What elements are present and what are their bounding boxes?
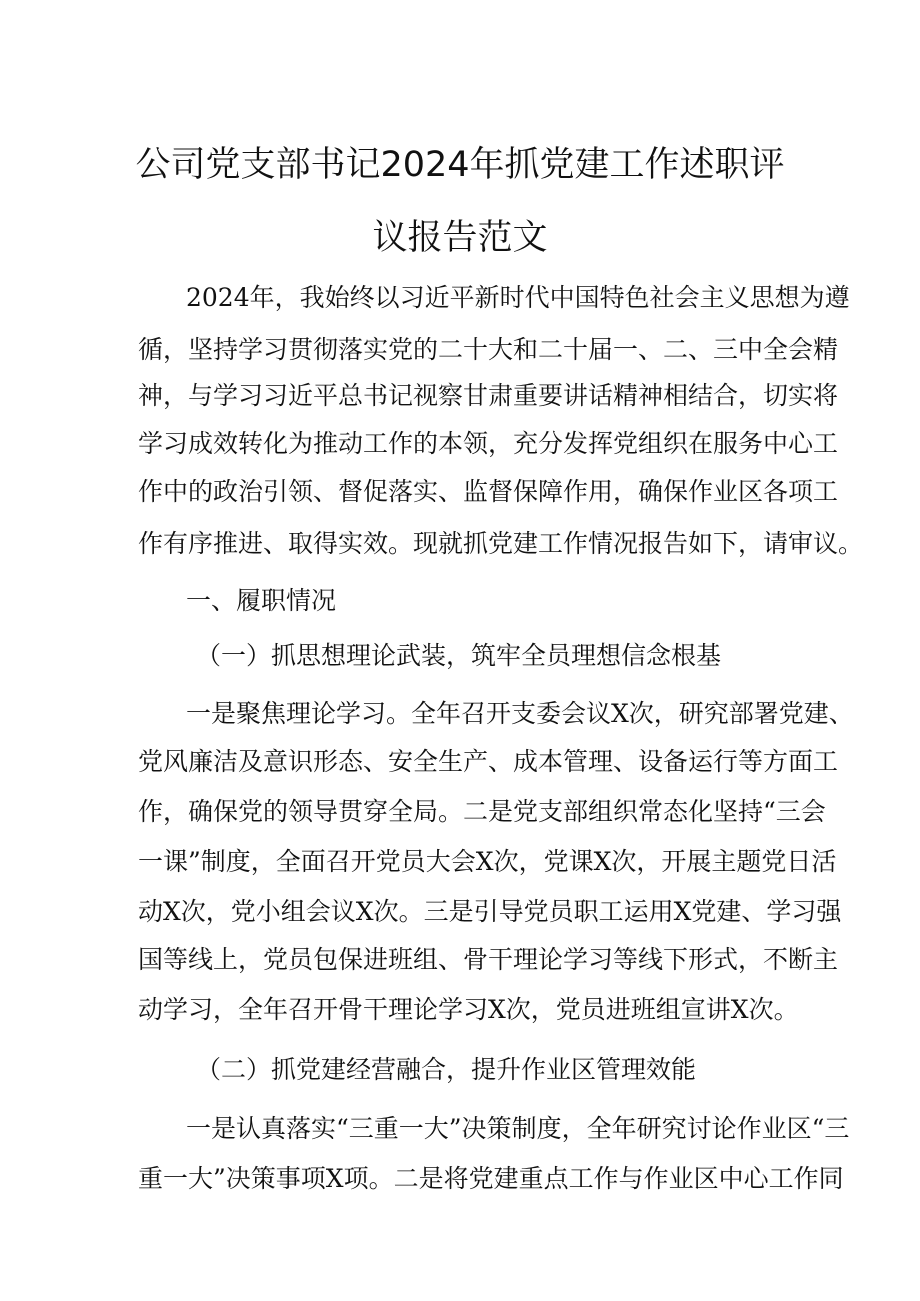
subsection-heading: （二）抓党建经营融合，提升作业区管理效能 bbox=[196, 1055, 697, 1084]
paragraph-line: 2024年，我始终以习近平新时代中国特色社会主义思想为遵 bbox=[186, 283, 850, 312]
paragraph-line: 一课”制度，全面召开党员大会X次，党课X次，开展主题党日活 bbox=[138, 847, 837, 876]
paragraph-line: 循，坚持学习贯彻落实党的二十大和二十届一、二、三中全会精 bbox=[138, 335, 839, 364]
paragraph-line: 神，与学习习近平总书记视察甘肃重要讲话精神相结合，切实将 bbox=[138, 381, 839, 410]
document-title-line-2: 议报告范文 bbox=[372, 218, 548, 258]
paragraph-line: 一是聚焦理论学习。全年召开支委会议X次，研究部署党建、 bbox=[186, 699, 854, 728]
paragraph-line: 国等线上，党员包保进班组、骨干理论学习等线下形式，不断主 bbox=[138, 945, 839, 974]
paragraph-line: 重一大”决策事项X项。二是将党建重点工作与作业区中心工作同 bbox=[138, 1164, 844, 1193]
paragraph-line: 学习成效转化为推动工作的本领，充分发挥党组织在服务中心工 bbox=[138, 429, 839, 458]
paragraph-line: 党风廉洁及意识形态、安全生产、成本管理、设备运行等方面工 bbox=[138, 747, 839, 776]
paragraph-line: 一是认真落实“三重一大”决策制度，全年研究讨论作业区“三 bbox=[186, 1114, 850, 1143]
paragraph-line: 作有序推进、取得实效。现就抓党建工作情况报告如下，请审议。 bbox=[138, 529, 864, 558]
subsection-heading: （一）抓思想理论武装，筑牢全员理想信念根基 bbox=[196, 641, 722, 670]
document-title-line-1: 公司党支部书记2024年抓党建工作述职评 bbox=[135, 145, 785, 185]
paragraph-line: 动学习，全年召开骨干理论学习X次，党员进班组宣讲X次。 bbox=[138, 995, 799, 1024]
paragraph-line: 作中的政治引领、督促落实、监督保障作用，确保作业区各项工 bbox=[138, 477, 839, 506]
paragraph-line: 作，确保党的领导贯穿全局。二是党支部组织常态化坚持“三会 bbox=[138, 797, 826, 826]
paragraph-line: 动X次，党小组会议X次。三是引导党员职工运用X党建、学习强 bbox=[138, 897, 842, 926]
section-heading: 一、履职情况 bbox=[186, 586, 337, 615]
